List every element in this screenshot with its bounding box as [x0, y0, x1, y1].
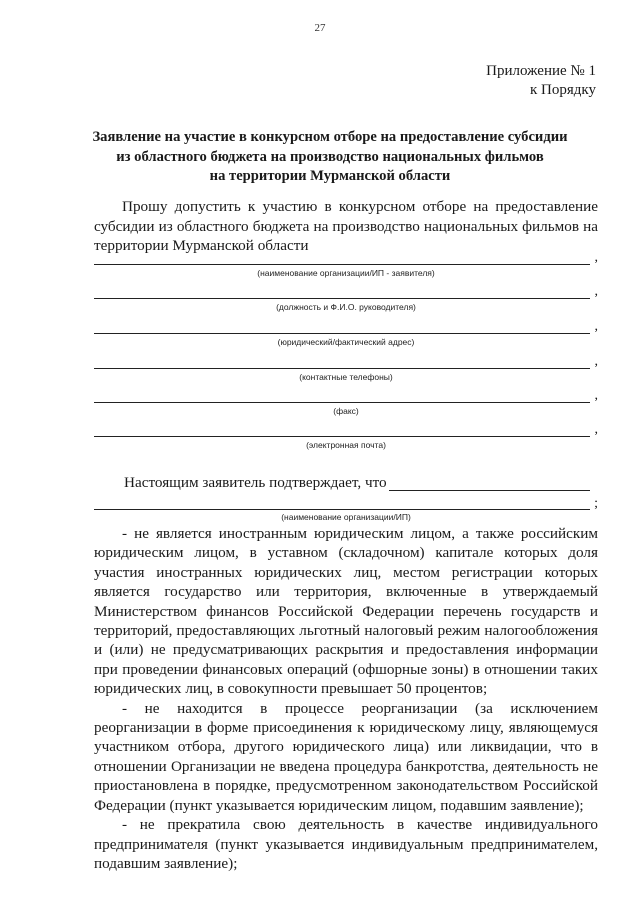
- title-line-1: Заявление на участие в конкурсном отборе на предоставление субсидии: [92, 129, 568, 145]
- blank-line[interactable]: [94, 264, 590, 265]
- blank-line[interactable]: [389, 490, 590, 491]
- document-title: [60, 128, 600, 187]
- appendix-header: [486, 62, 596, 100]
- field-director[interactable]: [94, 284, 598, 318]
- field-caption: (электронная почта): [306, 440, 386, 450]
- field-punctuation: ,: [594, 388, 598, 403]
- field-punctuation: ,: [594, 422, 598, 437]
- field-punctuation: ,: [594, 284, 598, 299]
- confirmation-text: Настоящим заявитель подтверждает, что: [124, 474, 387, 491]
- field-email[interactable]: [94, 422, 598, 456]
- field-punctuation: ,: [594, 250, 598, 265]
- intro-text: Прошу допустить к участию в конкурсном отборе на предоставление субсидии из областного бюджета на производство национальных фильмов на территории Мурманской области: [94, 198, 598, 254]
- field-caption: (контактные телефоны): [299, 372, 393, 382]
- page-number: 27: [314, 22, 326, 34]
- field-punctuation: ,: [594, 319, 598, 334]
- field-punctuation: ,: [594, 354, 598, 369]
- blank-line[interactable]: [94, 509, 590, 510]
- intro-paragraph: [94, 197, 598, 256]
- confirmation-punctuation: ;: [594, 496, 598, 511]
- title-line-2: из областного бюджета на производство национальных фильмов: [116, 148, 544, 165]
- blank-line[interactable]: [94, 368, 590, 369]
- field-caption: (наименование организации/ИП - заявителя): [257, 268, 435, 278]
- blank-line[interactable]: [94, 298, 590, 299]
- field-organization-name[interactable]: [94, 250, 598, 284]
- field-caption: (юридический/фактический адрес): [277, 337, 415, 347]
- appendix-line-1: Приложение № 1: [486, 63, 596, 79]
- blank-line[interactable]: [94, 402, 590, 403]
- title-line-3: на территории Мурманской области: [209, 168, 451, 184]
- field-caption: (должность и Ф.И.О. руководителя): [276, 302, 416, 312]
- blank-line[interactable]: [94, 436, 590, 437]
- field-fax[interactable]: [94, 388, 598, 422]
- blank-line[interactable]: [94, 333, 590, 334]
- condition-paragraph: - не является иностранным юридическим лицом, а также российским юридическим лицом, в уставном (складочном) капитале которых доля участия иностранных юридических лиц, местом регистрации которых является государство или территория, включенные в утверждаемый Министерством финансов Российской Федерации перечень государств и территорий, предоставляющих льготный налоговый режим налогообложения и (или) не предусматривающих раскрытия и предоставления информации при проведении финансовых операций (офшорные зоны) в отношении таких юридических лиц, в совокупности превышает 50 процентов;: [94, 525, 598, 698]
- condition-paragraph: - не прекратила свою деятельность в качестве индивидуального предпринимателя (пункт указывается индивидуальным предпринимателем, подавшим заявление);: [94, 816, 598, 872]
- confirmation-caption: (наименование организации/ИП): [281, 512, 411, 522]
- field-phones[interactable]: [94, 354, 598, 388]
- conditions-list: [94, 524, 598, 873]
- field-caption: (факс): [333, 406, 359, 416]
- appendix-line-2: к Порядку: [530, 82, 596, 98]
- field-address[interactable]: [94, 319, 598, 353]
- condition-paragraph: - не находится в процессе реорганизации (за исключением реорганизации в форме присоединения к юридическому лицу, являющемуся участником отбора, другого юридического лица) или ликвидации, что в отношении Организации не введена процедура банкротства, деятельность не приостановлена в порядке, предусмотренном законодательством Российской Федерации (пункт указывается юридическим лицом, подавшим заявление);: [94, 699, 598, 814]
- confirmation-block: [94, 474, 598, 520]
